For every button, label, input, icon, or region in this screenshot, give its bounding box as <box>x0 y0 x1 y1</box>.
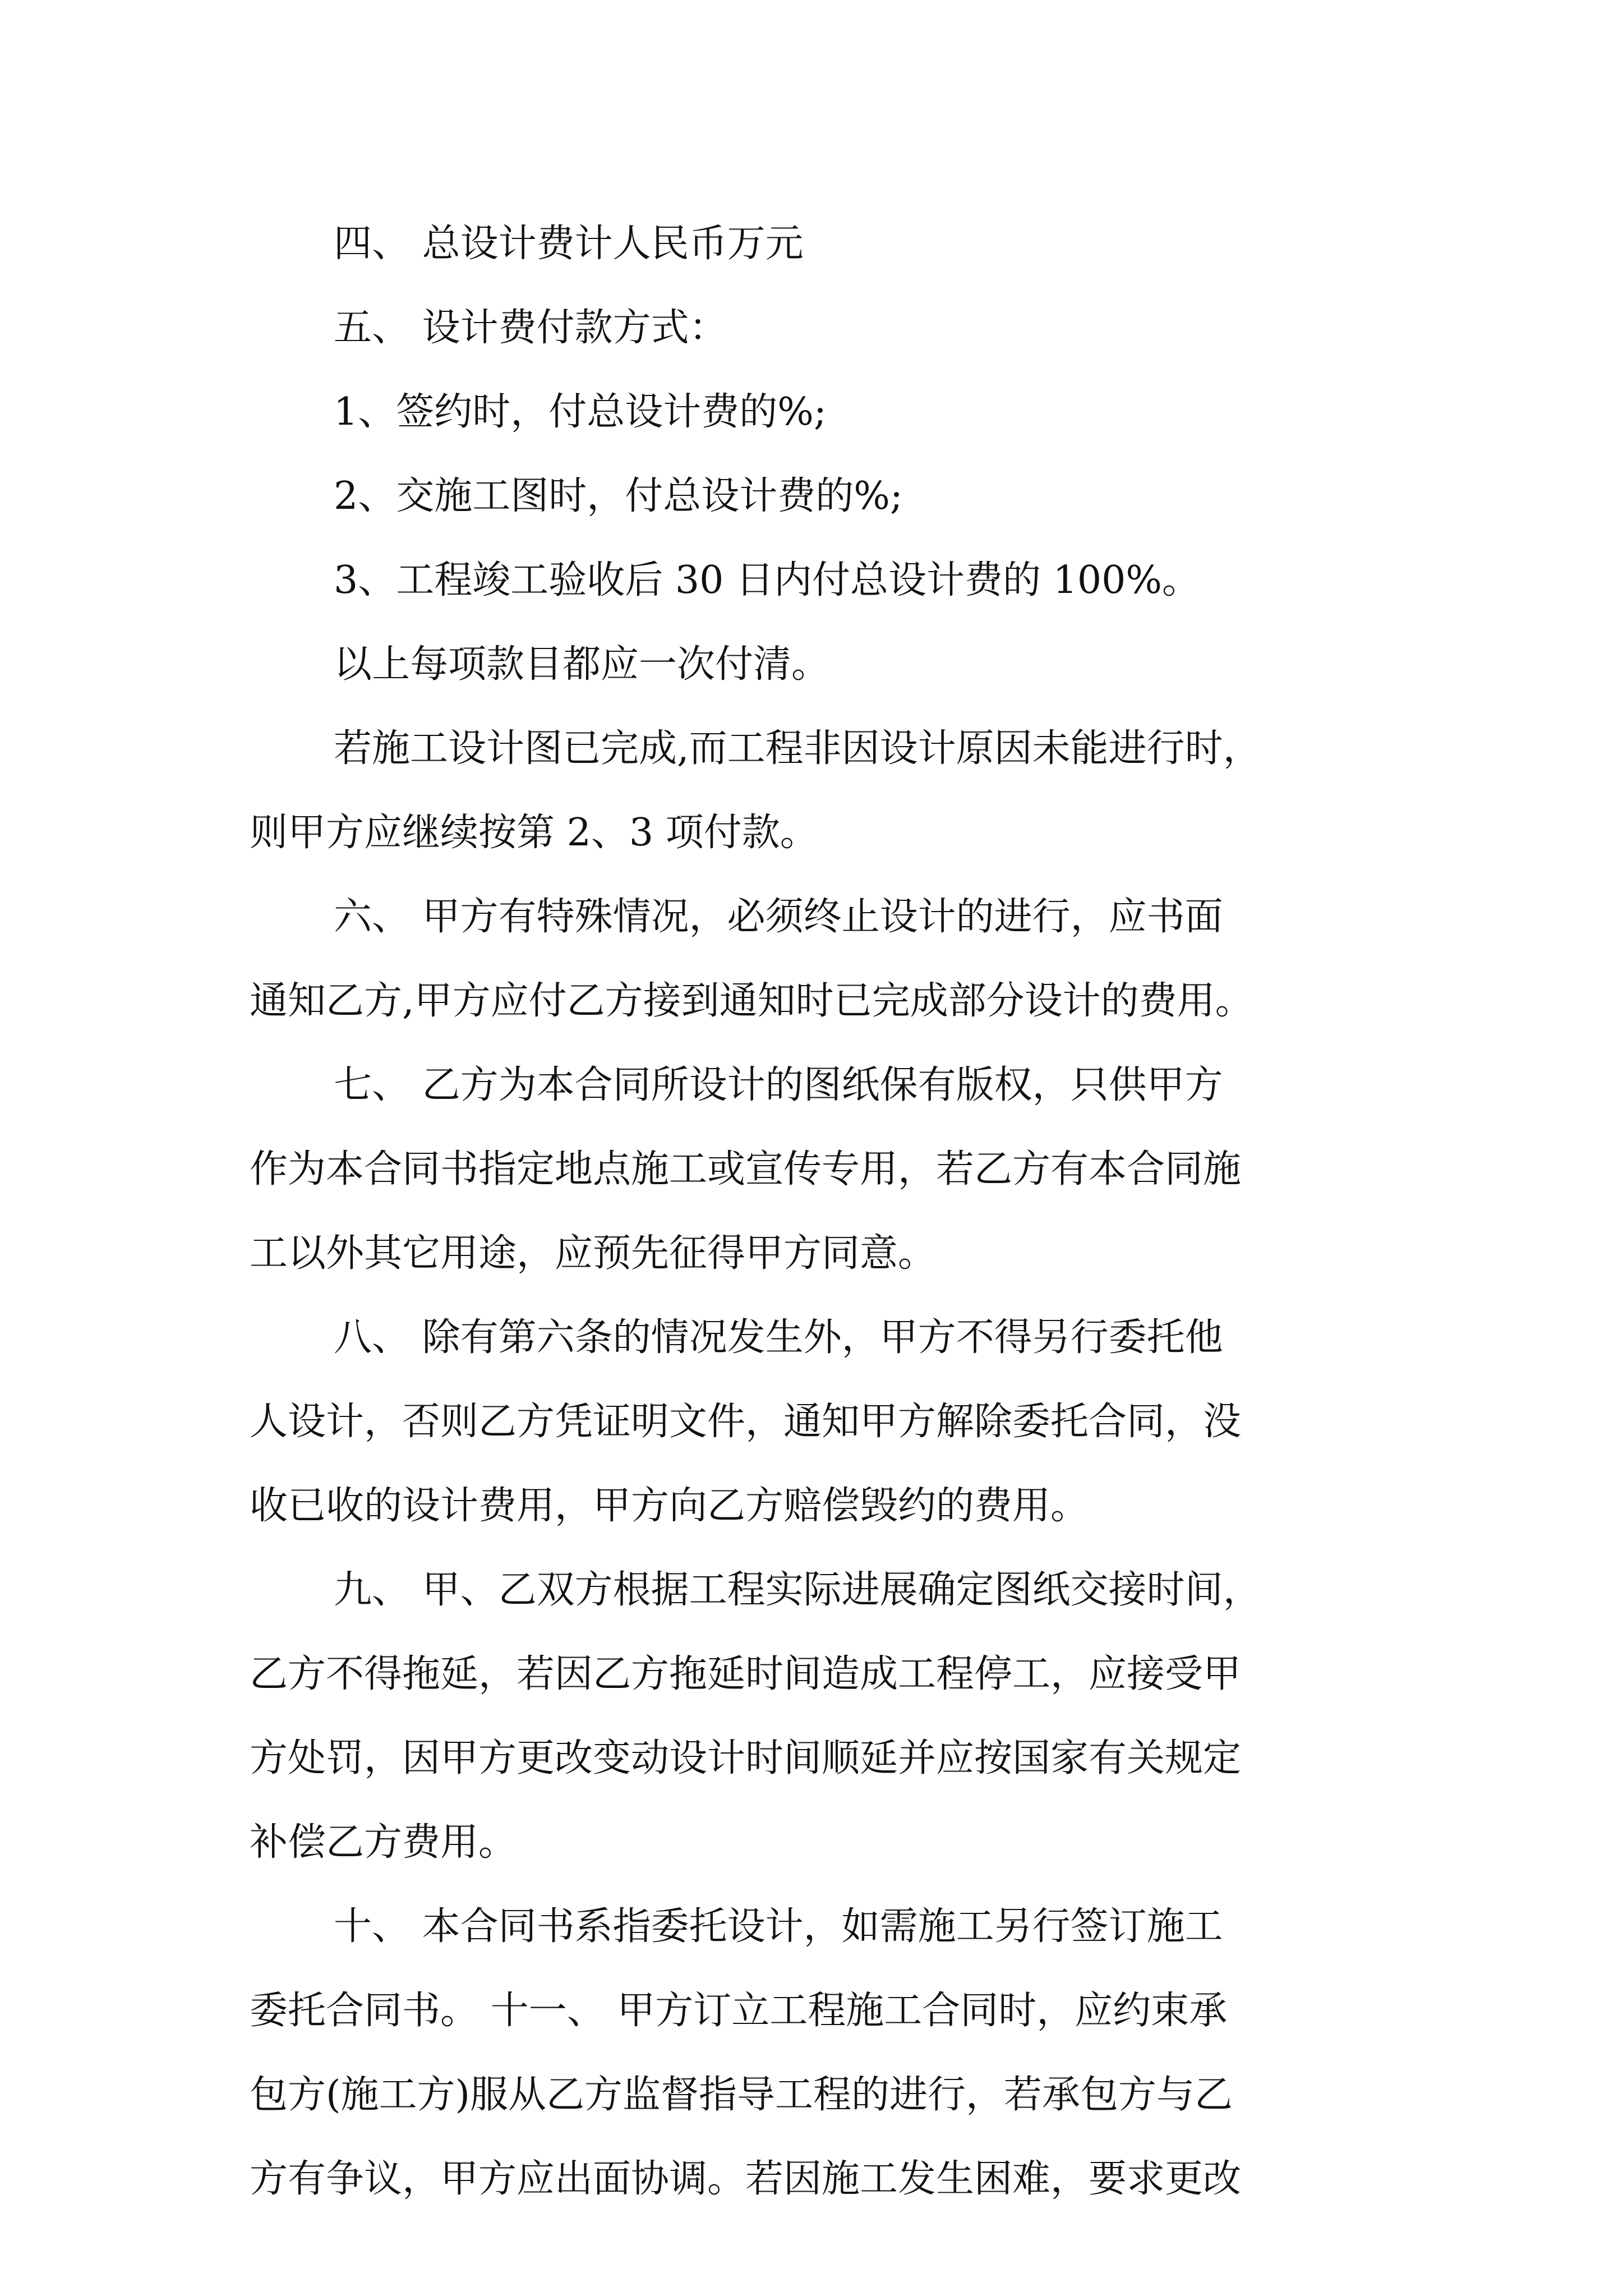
paragraph-line: 若施工设计图已完成,而工程非因设计原因未能进行时， <box>334 726 1261 771</box>
paragraph-line: 方处罚，因甲方更改变动设计时间顺延并应按国家有关规定 <box>250 1736 1242 1780</box>
contract-text <box>250 202 1382 2221</box>
paragraph-line: 补偿乙方费用。 <box>250 1820 517 1865</box>
payment-note: 以上每项款目都应一次付清。 <box>334 642 830 687</box>
paragraph-line: 包方(施工方)服从乙方监督指导工程的进行，若承包方与乙 <box>250 2073 1233 2117</box>
paragraph-line: 人设计，否则乙方凭证明文件，通知甲方解除委托合同，没 <box>250 1400 1242 1444</box>
clause-4-line: 四、 总设计费计人民币万元 <box>334 222 804 266</box>
paragraph-line: 通知乙方,甲方应付乙方接到通知时已完成部分设计的费用。 <box>250 979 1253 1023</box>
payment-item-3: 3、工程竣工验收后 30 日内付总设计费的 100%。 <box>334 558 1201 602</box>
paragraph-line: 方有争议，甲方应出面协调。若因施工发生困难，要求更改 <box>250 2157 1242 2201</box>
clause-6-line: 六、 甲方有特殊情况，必须终止设计的进行，应书面 <box>334 895 1223 939</box>
paragraph-line: 乙方不得拖延，若因乙方拖延时间造成工程停工，应接受甲 <box>250 1652 1242 1696</box>
paragraph-line: 委托合同书。 十一、 甲方订立工程施工合同时，应约束承 <box>250 1989 1228 2033</box>
clause-9-line: 九、 甲、乙双方根据工程实际进展确定图纸交接时间， <box>334 1568 1261 1612</box>
clause-10-line: 十、 本合同书系指委托设计，如需施工另行签订施工 <box>334 1904 1223 1949</box>
payment-item-1: 1、签约时，付总设计费的%; <box>334 390 827 434</box>
paragraph-line: 收已收的设计费用，甲方向乙方赔偿毁约的费用。 <box>250 1484 1089 1528</box>
paragraph-line: 则甲方应继续按第 2、3 项付款。 <box>250 811 818 855</box>
paragraph-line: 工以外其它用途，应预先征得甲方同意。 <box>250 1231 937 1276</box>
paragraph-line: 作为本合同书指定地点施工或宣传专用，若乙方有本合同施 <box>250 1147 1242 1191</box>
clause-7-line: 七、 乙方为本合同所设计的图纸保有版权，只供甲方 <box>334 1063 1223 1107</box>
clause-5-heading: 五、 设计费付款方式： <box>334 306 727 350</box>
payment-item-2: 2、交施工图时，付总设计费的%; <box>334 474 903 518</box>
clause-8-line: 八、 除有第六条的情况发生外，甲方不得另行委托他 <box>334 1315 1223 1360</box>
